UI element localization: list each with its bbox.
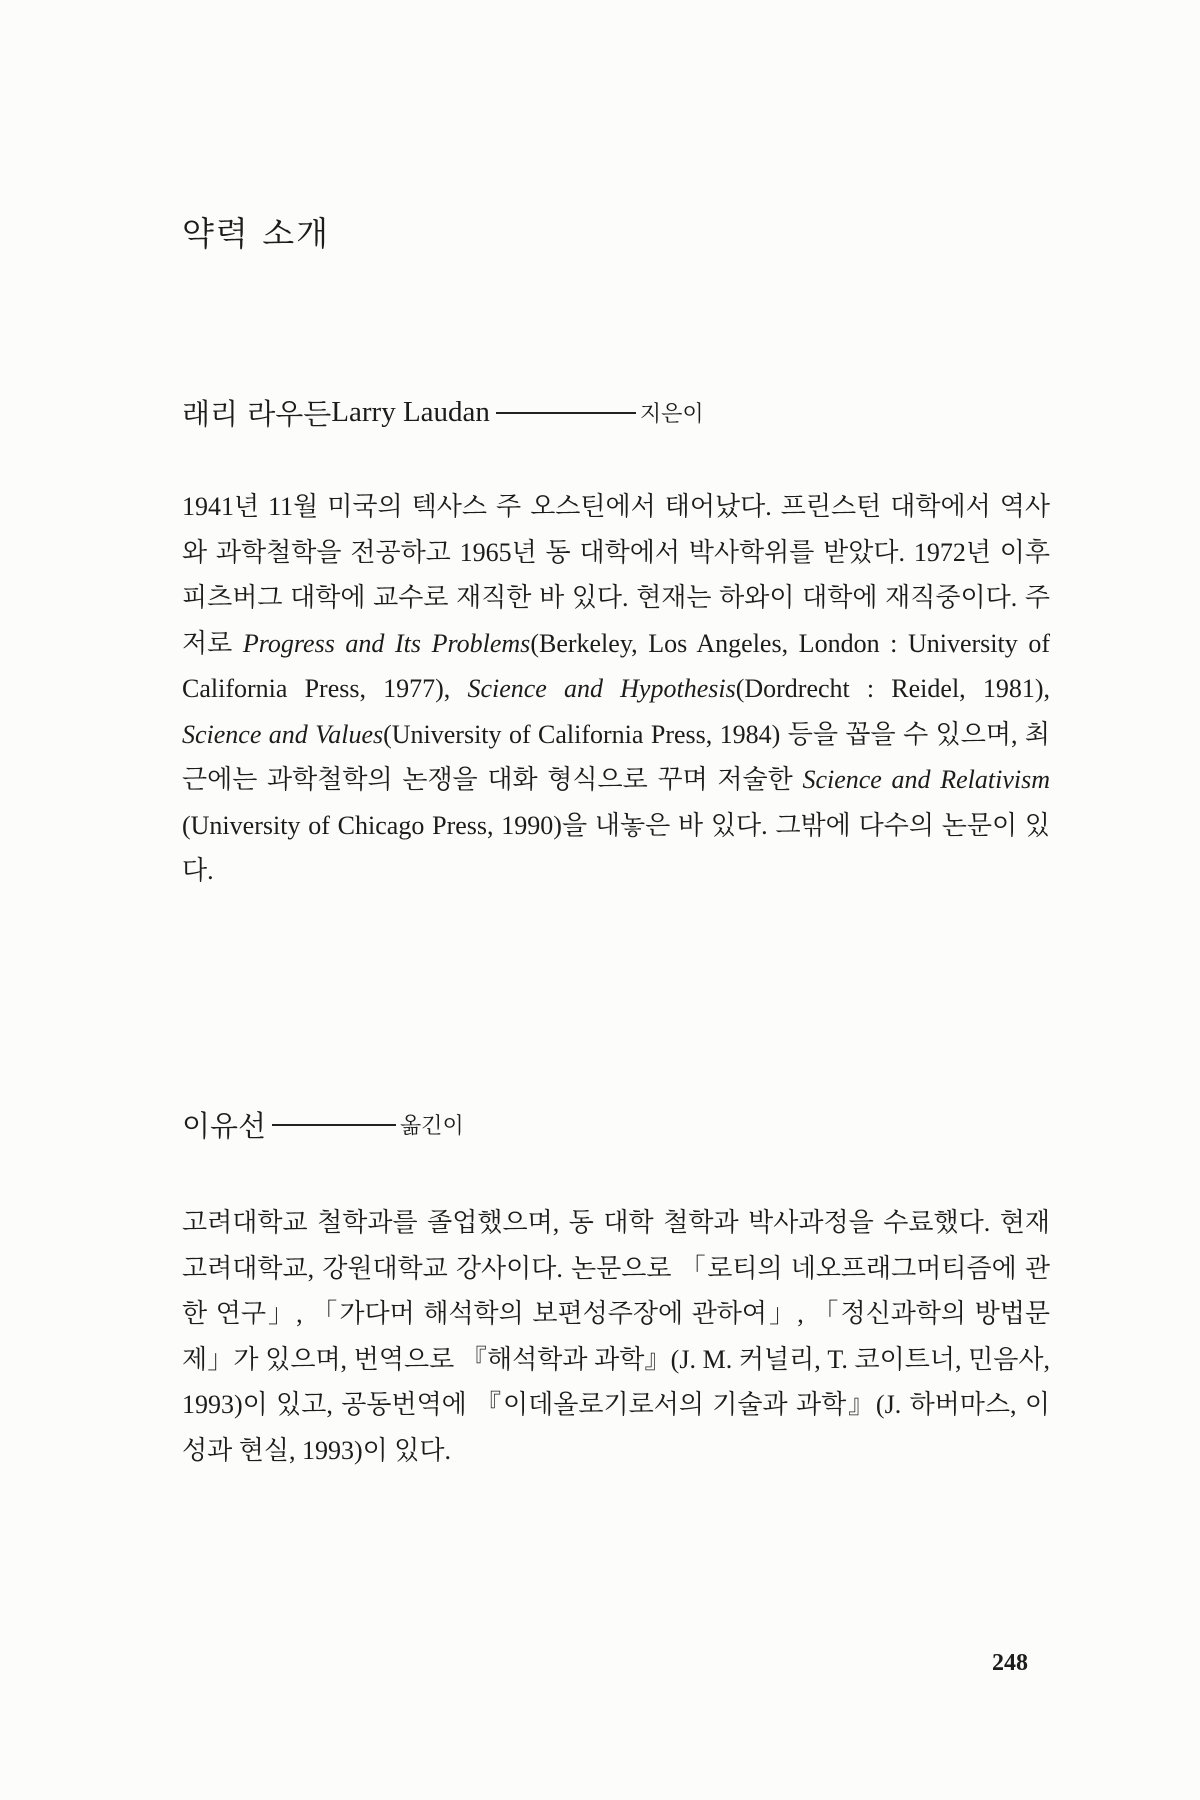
em-dash-rule	[496, 412, 636, 414]
book-title: Progress and Its Problems	[242, 628, 531, 658]
author-name-korean: 래리 라우든	[182, 397, 332, 431]
author-header	[182, 392, 704, 433]
translator-biography: 고려대학교 철학과를 졸업했으며, 동 대학 철학과 박사과정을 수료했다. 현재 고려대학교, 강원대학교 강사이다. 논문으로 「로티의 네오프래그머티즘에 관한 연구」, 「가다머 해석학의 보편성주장에 관하여」, 「정신과학의 방법문제」가 있으며, 번역으로 『해석학과 과학』(J. M. 커널리, T. 코이트너, 민음사, 1993)이 있고, 공동번역에 『이데올로기로서의 기술과 과학』(J. 하버마스, 이성과 현실, 1993)이 있다.	[182, 1208, 1050, 1465]
translator-name: 이유선	[182, 1109, 267, 1143]
book-title: Science and Relativism	[802, 765, 1050, 794]
bio-text-segment: (Dordrecht : Reidel, 1981),	[735, 674, 1050, 703]
bio-text-segment: 1941년 11월 미국의 텍사스 주 오스틴에서 태어났다. 프린스턴 대학에서 역사와 과학철학을 전공하고 1965년 동 대학에서 박사학위를 받았다. 1972년 이후 피츠버그 대학에 교수로 재직한 바 있다. 현재는 하와이 대학에 재직중이다. 주저로	[182, 492, 1050, 658]
translator-role: 옮긴이	[400, 1114, 464, 1139]
translator-header	[182, 1104, 464, 1145]
bio-text-segment: (University of California Press, 1984) 등을 꼽을 수 있으며, 최근에는 과학철학의 논쟁을 대화 형식으로 꾸며 저술한	[182, 719, 1050, 794]
section-heading: 약력 소개	[182, 214, 331, 253]
page-number: 248	[992, 1650, 1028, 1676]
book-title: Science and Values	[182, 719, 384, 749]
em-dash-rule	[272, 1124, 396, 1126]
bio-text-segment: (Berkeley, Los Angeles, London : University of California Press, 1977),	[182, 628, 1051, 703]
author-biography	[182, 484, 1050, 894]
author-name-english: Larry Laudan	[331, 396, 490, 428]
book-title: Science and Hypothesis	[467, 674, 736, 703]
bio-text-segment: (University of Chicago Press, 1990)을 내놓은 바 있다. 그밖에 다수의 논문이 있다.	[182, 810, 1050, 885]
author-role: 지은이	[639, 402, 704, 427]
